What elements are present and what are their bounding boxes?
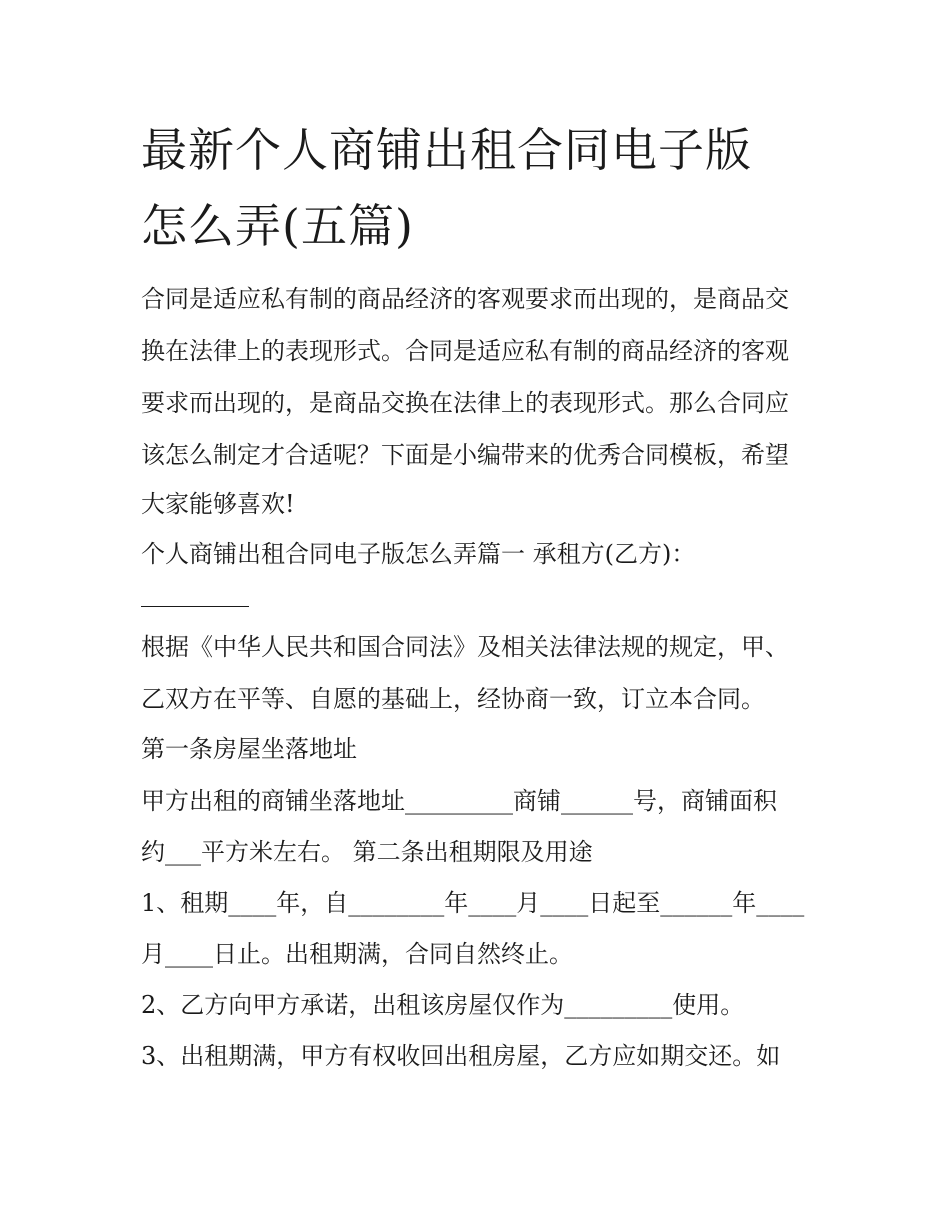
title-line-1: 最新个人商铺出租合同电子版 [141,123,752,177]
body-line: 月____日止。出租期满，合同自然终止。 [141,940,573,968]
intro-line: 换在法律上的表现形式。合同是适应私有制的商品经济的客观 [141,337,789,365]
body-line: 根据《中华人民共和国合同法》及相关法律法规的规定，甲、 [141,633,789,661]
body-line: 乙双方在平等、自愿的基础上，经协商一致，订立本合同。 [141,685,765,713]
body-line: 3、出租期满，甲方有权收回出租房屋，乙方应如期交还。如 [141,1042,781,1070]
body-line: 约___平方米左右。 第二条出租期限及用途 [141,838,593,866]
section-heading: 个人商铺出租合同电子版怎么弄篇一 承租方(乙方)： [141,540,696,568]
intro-line: 要求而出现的，是商品交换在法律上的表现形式。那么合同应 [141,389,789,417]
document-title [141,112,821,264]
body-line: 1、租期____年，自________年____月____日起至______年____ [141,889,805,917]
body-line: 2、乙方向甲方承诺，出租该房屋仅作为_________使用。 [141,991,745,1019]
intro-line: 合同是适应私有制的商品经济的客观要求而出现的，是商品交 [141,285,789,313]
body-line: 甲方出租的商铺坐落地址_________商铺______号，商铺面积 [141,787,777,815]
title-line-2: 怎么弄(五篇) [141,199,414,253]
intro-line: 大家能够喜欢! [141,490,295,518]
intro-line: 该怎么制定才合适呢？下面是小编带来的优秀合同模板，希望 [141,441,789,469]
blank-underline [141,606,249,607]
clause-heading: 第一条房屋坐落地址 [141,735,357,763]
